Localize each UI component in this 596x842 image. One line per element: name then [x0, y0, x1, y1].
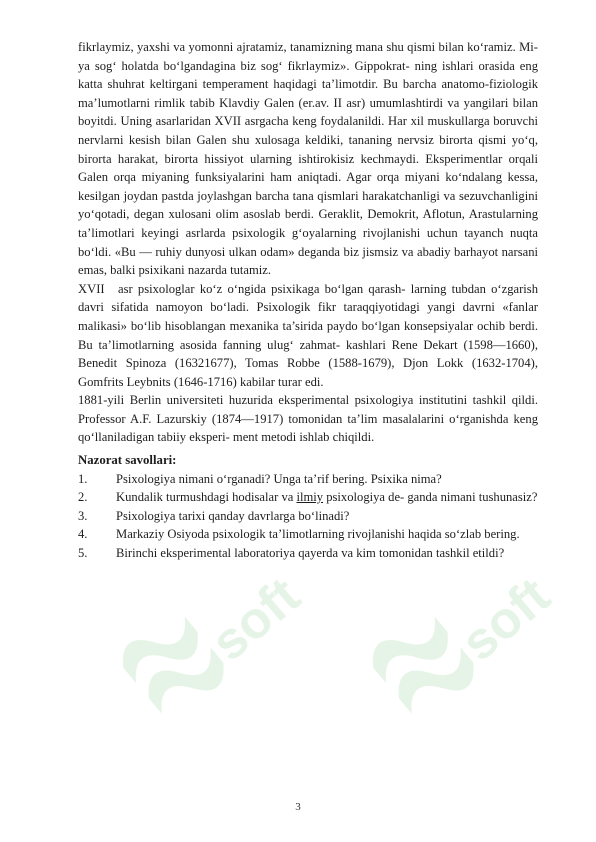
page-number: 3	[295, 801, 301, 813]
paragraph-xvii-text: asr psixologlar ko‘z o‘ngida psixikaga bo‘lgan qarash- larning tubdan o‘zgarish davri sifatida namoyon bo‘ladi. Psixologik fikr taraqqiyotidagi yangi davrni «fanlar malikasi» bo‘lib hisoblangan mexanika ta’sirida paydo bo‘lgan konsepsiyalar ochib berdi. Bu ta’limotlarning asosida fanning ulug‘ zahmat- kashlari Rene Dekart (1598—1660), Benedit Spinoza (16321677), Tomas Robbe (1588-1679), Djon Lokk (1632-1704), Gomfrits Leybnits (1646-1716) kabilar turar edi.	[78, 281, 538, 389]
question-item	[78, 525, 538, 544]
question-item	[78, 488, 538, 507]
page-body	[78, 38, 538, 563]
question-number: 1.	[78, 471, 88, 486]
question-text: Psixologiya nimani o‘rganadi? Unga ta’rif bering. Psixika nima?	[116, 471, 442, 486]
question-number: 2.	[78, 490, 88, 505]
question-underlined-word: ilmiy	[296, 490, 324, 505]
question-number: 3.	[78, 508, 88, 523]
question-item	[78, 470, 538, 489]
watermark-logo	[345, 560, 561, 760]
question-text: Birinchi eksperimental laboratoriya qayerda va kim tomonidan tashkil etildi?	[116, 546, 505, 561]
question-text: Markaziy Osiyoda psixologik ta’limotlarning rivojlanishi haqida so‘zlab bering.	[116, 527, 520, 542]
watermark-text: soft	[200, 566, 311, 673]
question-item	[78, 544, 538, 563]
watermark-text: soft	[450, 566, 561, 673]
question-number: 5.	[78, 546, 88, 561]
question-text: psixologiya de- ganda nimani tushunasiz?	[323, 490, 538, 505]
question-number: 4.	[78, 527, 88, 542]
paragraph-xvii-century	[78, 280, 538, 392]
question-text: Kundalik turmushdagi hodisalar va	[116, 490, 297, 505]
watermark-logo	[95, 560, 311, 760]
paragraph-berlin: 1881-yili Berlin universiteti huzurida eksperimental psixologiya institutini tashkil qildi. Professor A.F. Lazurskiy (1874—1917) tomonidan ta’lim masalalarini o‘rganishda keng qo‘llaniladigan tabiiy eksperi- ment metodi ishlab chiqildi.	[78, 393, 538, 445]
century-label: XVII	[78, 281, 105, 296]
questions-heading: Nazorat savollari:	[78, 453, 177, 468]
question-text: Psixologiya tarixi qanday davrlarga bo‘linadi?	[116, 508, 350, 523]
paragraph-galen: fikrlaymiz, yaxshi va yomonni ajratamiz, tanamizning mana shu qismi bilan ko‘ramiz. Mi- ya sog‘ holatda bo‘lgandagina biz sog‘ fikrlaymiz». Gippokrat- ning ishlari orasida eng katta shuhrat keltirgani temperament haqidagi ta’limotdir. Bu barcha anatomo-fiziologik ma’lumotlarni rimlik tabib Klavdiy Galen (er.av. II asr) umumlashtirdi va yangilari bilan boyitdi. Uning asarlaridan XVII asrgacha keng foydalanildi. Har xil muskullarga boruvchi nervlarni kesish bilan Galen shu xulosaga keldiki, tananing nervsiz birorta qismi yo‘q, birorta harakat, birorta hissiyot ularning ishtirokisiz kechmaydi. Eksperimentlar orqali Galen orqa miyaning funksiyalarini ham aniqtadi. Agar orqa miyani ko‘ndalang kessa, kesilgan joydan pastda joylashgan barcha tana qismlari harakatchanligi va sezuvchanligini yo‘qotadi, degan xulosani olim asoslab berdi. Geraklit, Demokrit, Aflotun, Arastularning ta’limotlari keyingi asrlarda psixologik g‘oyalarning rivojlanishi uchun tayanch nuqta bo‘ldi. «Bu — ruhiy dunyosi ulkan odam» deganda biz jismsiz va abadiy barhayot narsani emas, balki psixikani nazarda tutamiz.	[78, 40, 538, 278]
question-item	[78, 507, 538, 526]
